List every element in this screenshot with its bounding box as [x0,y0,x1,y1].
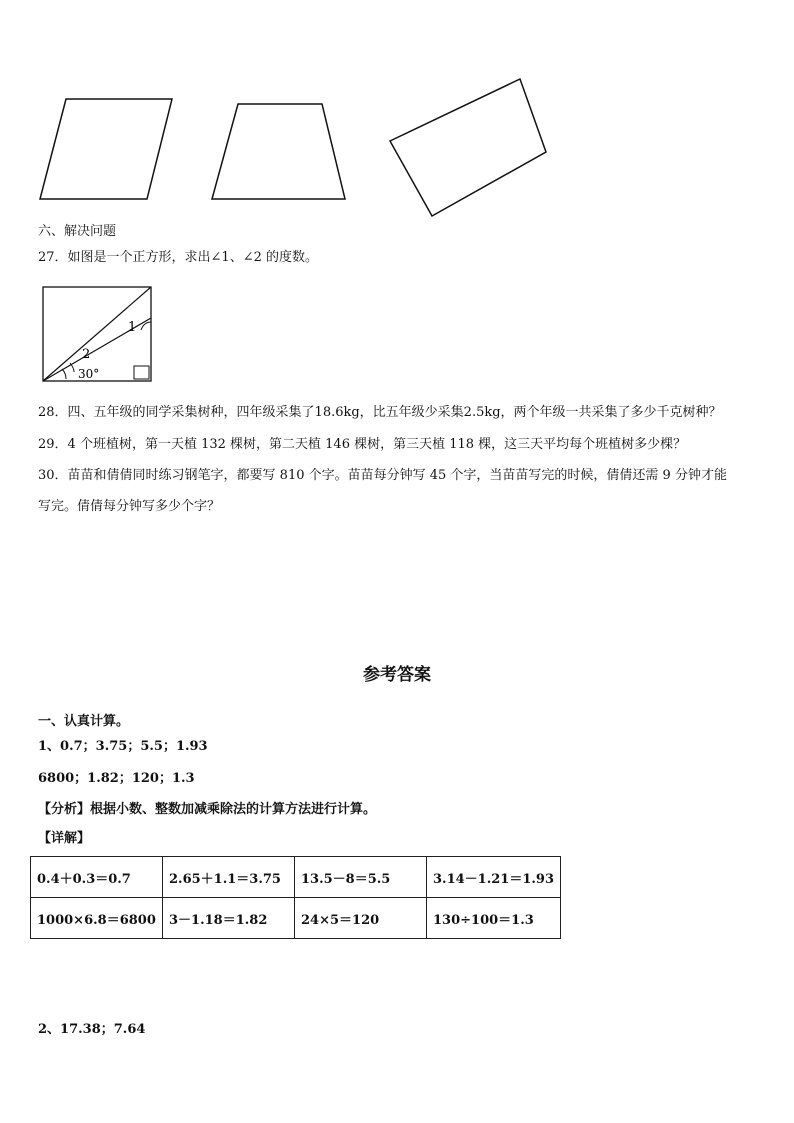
answer-section-1-heading: 一、认真计算。 [38,714,130,729]
answer-table [30,856,561,939]
answer-1-line2: 6800；1.82；120；1.3 [38,771,195,786]
angle-30-label: 30° [78,367,100,381]
table-cell: 130÷100＝1.3 [427,898,561,939]
square-angle-figure [0,0,794,400]
table-row [31,857,561,898]
table-row [31,898,561,939]
answer-title: 参考答案 [363,665,431,685]
table-cell: 3.14－1.21＝1.93 [427,857,561,898]
table-cell: 1000×6.8＝6800 [31,898,163,939]
question-30-line1: 30．苗苗和倩倩同时练习钢笔字，都要写 810 个字。苗苗每分钟写 45 个字，当苗苗写完的时候，倩倩还需 9 分钟才能 [38,468,727,483]
table-cell: 0.4＋0.3＝0.7 [31,857,163,898]
table-cell: 24×5＝120 [295,898,427,939]
angle-1-label: 1 [128,320,137,335]
question-28: 28．四、五年级的同学采集树种，四年级采集了18.6kg，比五年级少采集2.5kg，两个年级一共采集了多少千克树种？ [38,405,722,420]
question-27: 27．如图是一个正方形，求出∠1、∠2 的度数。 [38,250,319,265]
table-cell: 3－1.18＝1.82 [163,898,295,939]
question-30-line2: 写完。倩倩每分钟写多少个字？ [38,499,221,514]
analysis-text: 【分析】根据小数、整数加减乘除法的计算方法进行计算。 [38,802,377,817]
question-29: 29．4 个班植树，第一天植 132 棵树，第二天植 146 棵树，第三天植 118 棵，这三天平均每个班植树多少棵？ [38,437,687,452]
angle-2-label: 2 [82,347,91,362]
answer-1-line1: 1、0.7；3.75；5.5；1.93 [38,739,208,754]
table-cell: 13.5－8＝5.5 [295,857,427,898]
table-cell: 2.65＋1.1＝3.75 [163,857,295,898]
answer-2-line: 2、17.38；7.64 [38,1022,146,1037]
detail-label: 【详解】 [38,831,91,846]
section-six-heading: 六、解决问题 [38,224,117,239]
